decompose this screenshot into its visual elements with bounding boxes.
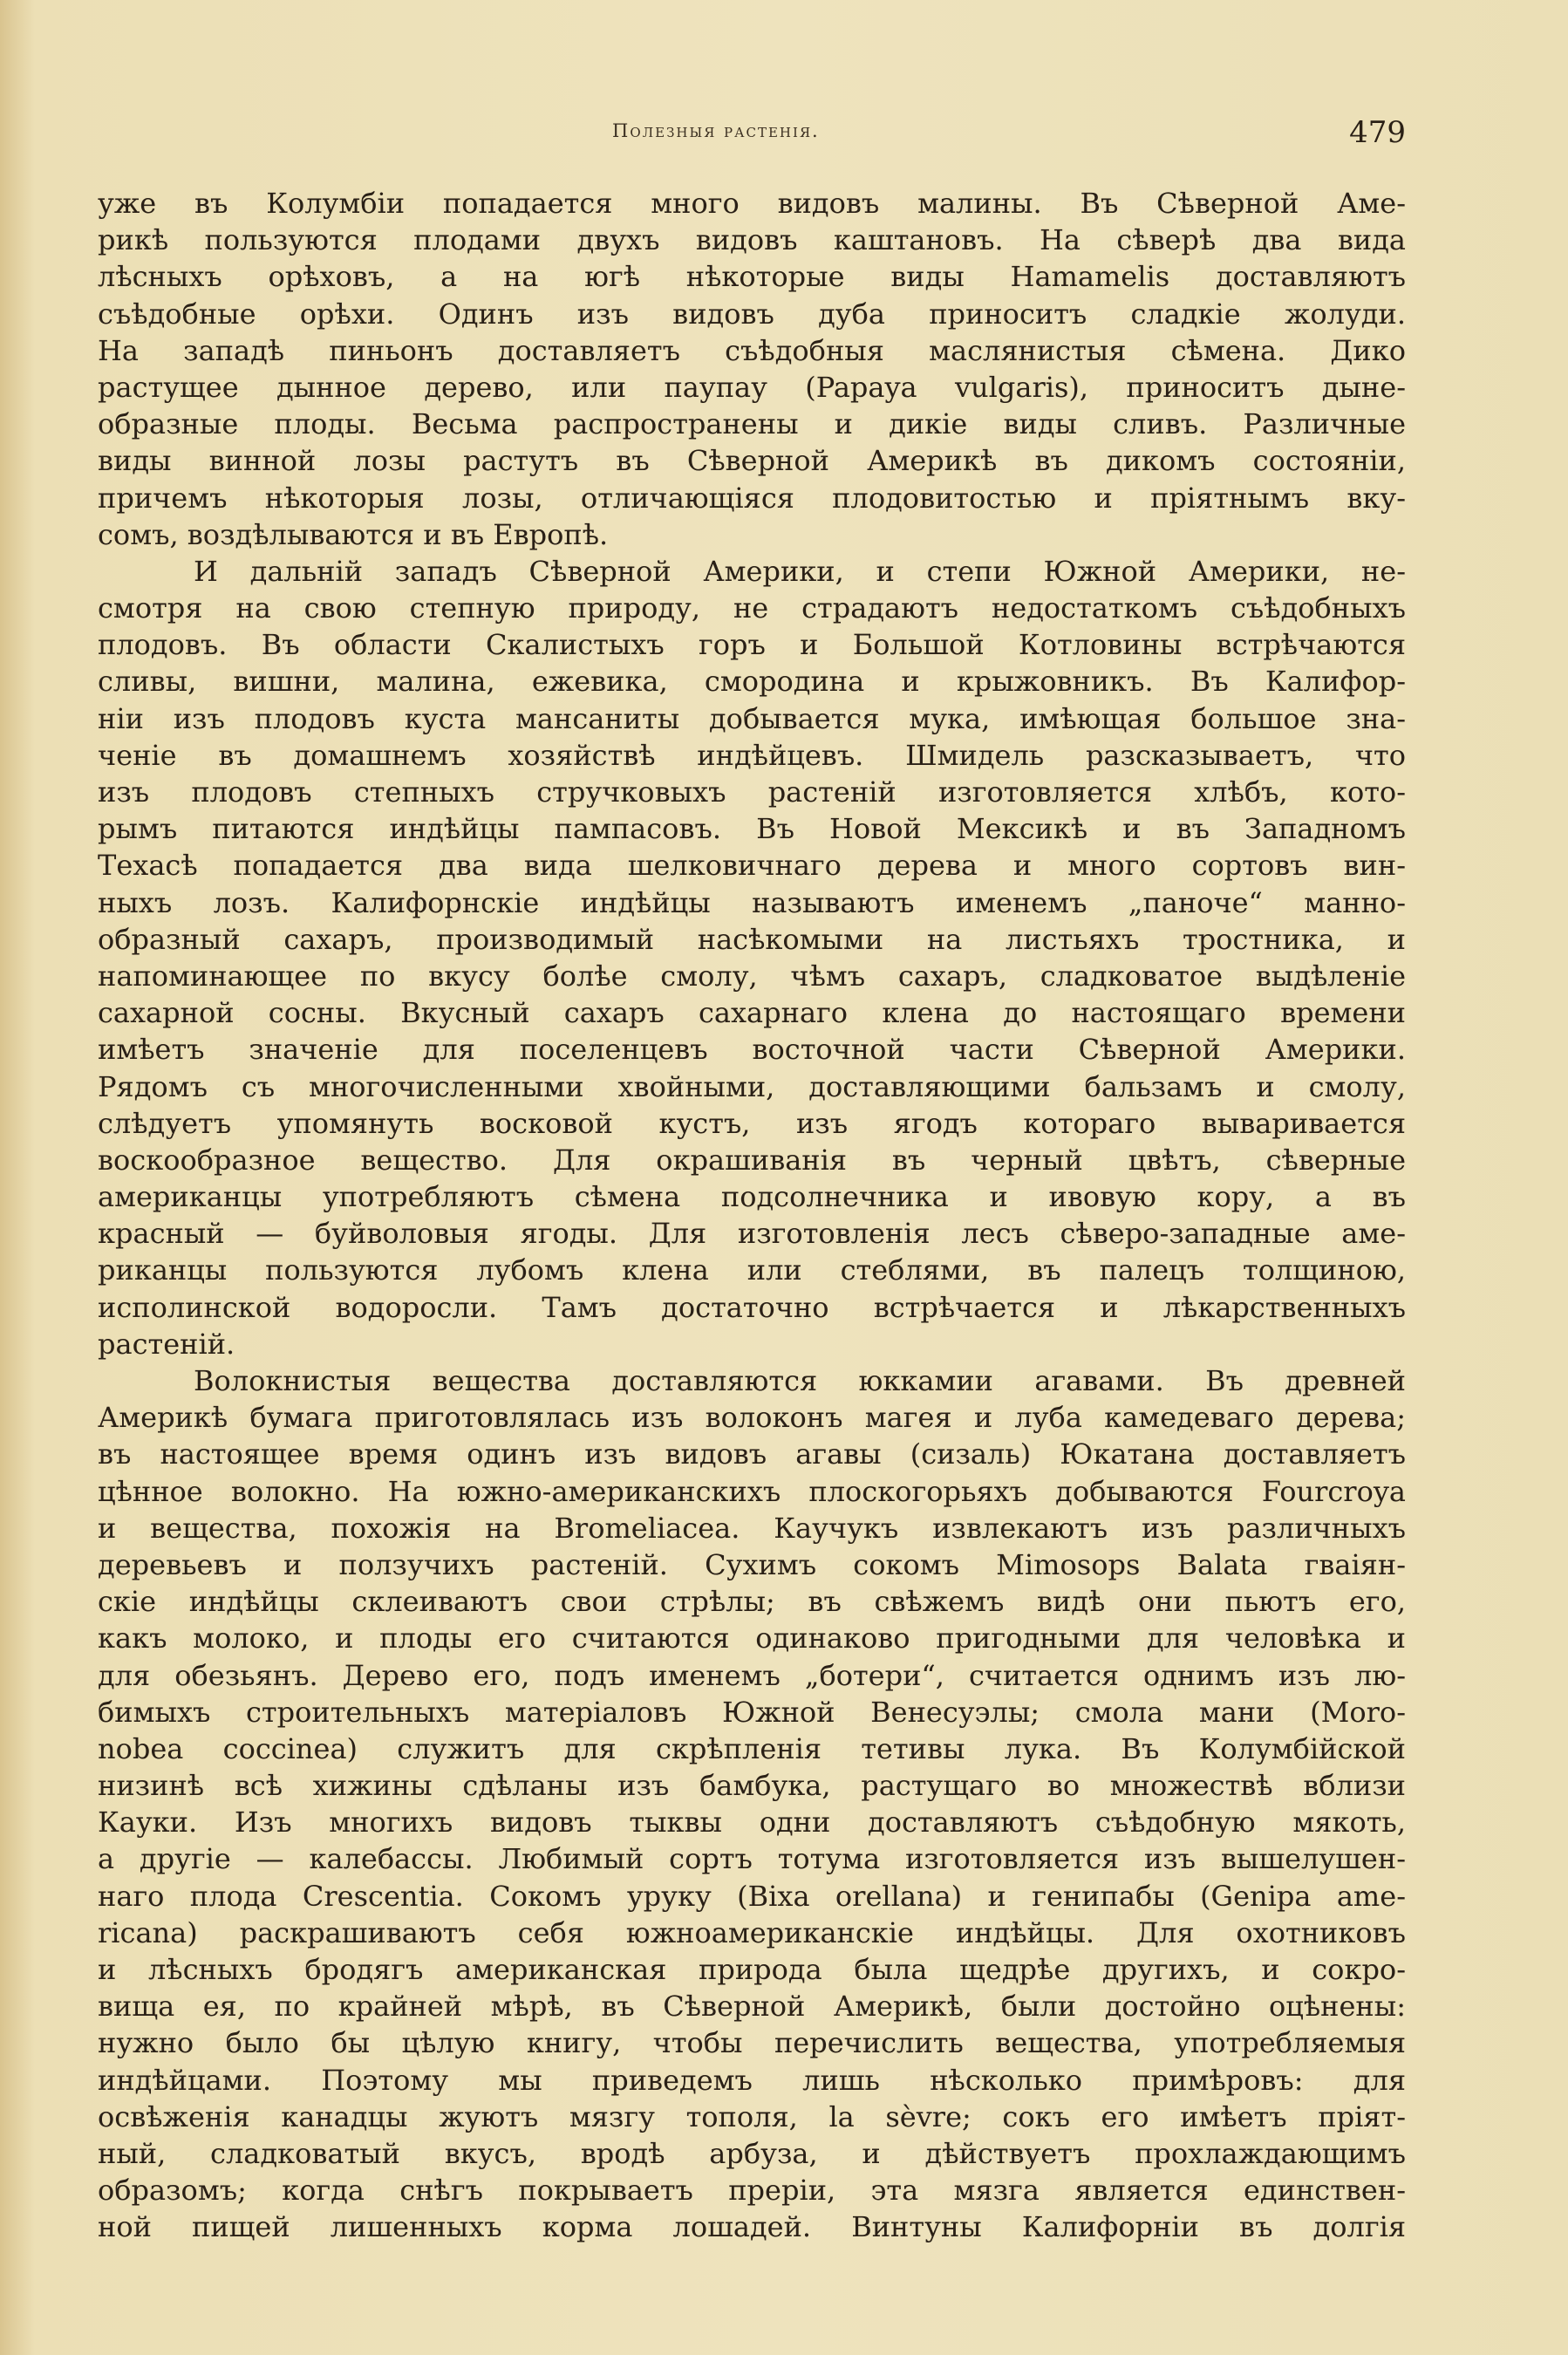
text-line: рымъ питаются индѣйцы пампасовъ. Въ Новой Мексикѣ и въ Западномъ <box>98 812 1406 846</box>
text-line: образомъ; когда снѣгъ покрываетъ преріи, эта мязга является единствен- <box>98 2174 1406 2208</box>
text-line: нужно было бы цѣлую книгу, чтобы перечислить вещества, употребляемыя <box>98 2026 1406 2060</box>
text-line: бимыхъ строительныхъ матеріаловъ Южной Венесуэлы; смола мани (Moro- <box>98 1695 1406 1729</box>
page-header <box>98 115 1406 159</box>
text-line: въ настоящее время одинъ изъ видовъ агавы (сизаль) Юкатана доставляетъ <box>98 1437 1406 1471</box>
text-line: и вещества, похожія на Bromeliacea. Каучукъ извлекаютъ изъ различныхъ <box>98 1511 1406 1545</box>
text-line: индѣйцами. Поэтому мы приведемъ лишь нѣсколько примѣровъ: для <box>98 2063 1406 2097</box>
text-line: слѣдуетъ упомянуть восковой кустъ, изъ ягодъ котораго вываривается <box>98 1106 1406 1140</box>
text-line: сливы, вишни, малина, ежевика, смородина и крыжовникъ. Въ Калифор- <box>98 665 1406 699</box>
text-line: лѣсныхъ орѣховъ, а на югѣ нѣкоторые виды Hamamelis доставляютъ <box>98 260 1406 294</box>
text-line: низинѣ всѣ хижины сдѣланы изъ бамбука, растущаго во множествѣ вблизи <box>98 1769 1406 1803</box>
paragraph-end-line: сомъ, воздѣлываются и въ Европѣ. <box>98 517 609 551</box>
body-text <box>98 185 1406 2246</box>
text-line: ный, сладковатый вкусъ, вродѣ арбуза, и дѣйствуетъ прохлаждающимъ <box>98 2136 1406 2170</box>
paragraph-end-line: растеній. <box>98 1327 235 1361</box>
text-line: исполинской водоросли. Тамъ достаточно встрѣчается и лѣкарственныхъ <box>98 1290 1406 1324</box>
text-line: ченіе въ домашнемъ хозяйствѣ индѣйцевъ. Шмидель разсказываетъ, что <box>98 738 1406 772</box>
text-line: скіе индѣйцы склеиваютъ свои стрѣлы; въ свѣжемъ видѣ они пьютъ его, <box>98 1585 1406 1619</box>
text-line: уже въ Колумбіи попадается много видовъ малины. Въ Сѣверной Аме- <box>98 187 1406 220</box>
text-line: съѣдобные орѣхи. Одинъ изъ видовъ дуба приноситъ сладкіе жолуди. <box>98 297 1406 331</box>
text-line: образные плоды. Весьма распространены и дикіе виды сливъ. Различные <box>98 407 1406 441</box>
text-line: образный сахаръ, производимый насѣкомыми на листьяхъ тростника, и <box>98 922 1406 956</box>
text-line: ніи изъ плодовъ куста мансаниты добывается мука, имѣющая большое зна- <box>98 701 1406 735</box>
text-line: напоминающее по вкусу болѣе смолу, чѣмъ сахаръ, сладковатое выдѣленіе <box>98 959 1406 993</box>
text-line: ricana) раскрашиваютъ себя южноамериканскіе индѣйцы. Для охотниковъ <box>98 1915 1406 1949</box>
text-line: наго плода Crescentia. Сокомъ уруку (Bixa orellana) и генипабы (Genipa ame- <box>98 1879 1406 1913</box>
text-line: изъ плодовъ степныхъ стручковыхъ растеній изготовляется хлѣбъ, кото- <box>98 775 1406 809</box>
page-number: 479 <box>1349 115 1406 150</box>
text-line: деревьевъ и ползучихъ растеній. Сухимъ сокомъ Mimosops Balata гваіян- <box>98 1547 1406 1581</box>
text-line: американцы употребляютъ сѣмена подсолнечника и ивовую кору, а въ <box>98 1180 1406 1214</box>
text-line: какъ молоко, и плоды его считаются одинаково пригодными для человѣка и <box>98 1621 1406 1655</box>
paragraph-first-line: И дальній западъ Сѣверной Америки, и степи Южной Америки, не- <box>194 554 1406 588</box>
text-line: красный — буйволовыя ягоды. Для изготовленія лесъ сѣверо-западные аме- <box>98 1217 1406 1251</box>
text-line: имѣетъ значеніе для поселенцевъ восточной части Сѣверной Америки. <box>98 1033 1406 1067</box>
text-line: Рядомъ съ многочисленными хвойными, доставляющими бальзамъ и смолу, <box>98 1069 1406 1103</box>
text-line: риканцы пользуются лубомъ клена или стеблями, въ палецъ толщиною, <box>98 1253 1406 1287</box>
text-line: ной пищей лишенныхъ корма лошадей. Винтуны Калифорніи въ долгія <box>98 2210 1406 2244</box>
text-line: цѣнное волокно. На южно-американскихъ плоскогорьяхъ добываются Fourcroya <box>98 1474 1406 1508</box>
text-line: Кауки. Изъ многихъ видовъ тыквы одни доставляютъ съѣдобную мякоть, <box>98 1806 1406 1840</box>
text-line: растущее дынное дерево, или паупау (Papaya vulgaris), приноситъ дыне- <box>98 370 1406 404</box>
text-line: Америкѣ бумага приготовлялась изъ волоконъ магея и луба камедеваго дерева; <box>98 1401 1406 1435</box>
paragraph-first-line: Волокнистыя вещества доставляются юккамии агавами. Въ древней <box>194 1364 1406 1397</box>
text-line: освѣженія канадцы жуютъ мязгу тополя, la sèvre; сокъ его имѣетъ пріят- <box>98 2099 1406 2133</box>
text-line: вища ея, по крайней мѣрѣ, въ Сѣверной Америкѣ, были достойно оцѣнены: <box>98 1990 1406 2024</box>
text-line: ныхъ лозъ. Калифорнскіе индѣйцы называютъ именемъ „паноче“ манно- <box>98 885 1406 919</box>
text-line: для обезьянъ. Дерево его, подъ именемъ „ботери“, считается однимъ изъ лю- <box>98 1658 1406 1692</box>
text-line: Техасѣ попадается два вида шелковичнаго дерева и много сортовъ вин- <box>98 849 1406 883</box>
text-line: и лѣсныхъ бродягъ американская природа была щедрѣе другихъ, и сокро- <box>98 1953 1406 1986</box>
text-line: сахарной сосны. Вкусный сахаръ сахарнаго клена до настоящаго времени <box>98 996 1406 1030</box>
text-line: плодовъ. Въ области Скалистыхъ горъ и Большой Котловины встрѣчаются <box>98 628 1406 662</box>
text-line: рикѣ пользуются плодами двухъ видовъ каштановъ. На сѣверѣ два вида <box>98 223 1406 257</box>
text-line: nobea coccinea) служитъ для скрѣпленія тетивы лука. Въ Колумбійской <box>98 1731 1406 1765</box>
text-line: смотря на свою степную природу, не страдаютъ недостаткомъ съѣдобныхъ <box>98 591 1406 625</box>
text-line: На западѣ пиньонъ доставляетъ съѣдобныя маслянистыя сѣмена. Дико <box>98 333 1406 367</box>
text-line: причемъ нѣкоторыя лозы, отличающіяся плодовитостью и пріятнымъ вку- <box>98 481 1406 515</box>
text-line: а другіе — калебассы. Любимый сортъ тотума изготовляется изъ вышелушен- <box>98 1842 1406 1876</box>
running-head: Полезныя растенія. <box>612 120 820 141</box>
text-line: воскообразное вещество. Для окрашиванія въ черный цвѣтъ, сѣверные <box>98 1143 1406 1177</box>
text-line: виды винной лозы растутъ въ Сѣверной Америкѣ въ дикомъ состояніи, <box>98 444 1406 478</box>
